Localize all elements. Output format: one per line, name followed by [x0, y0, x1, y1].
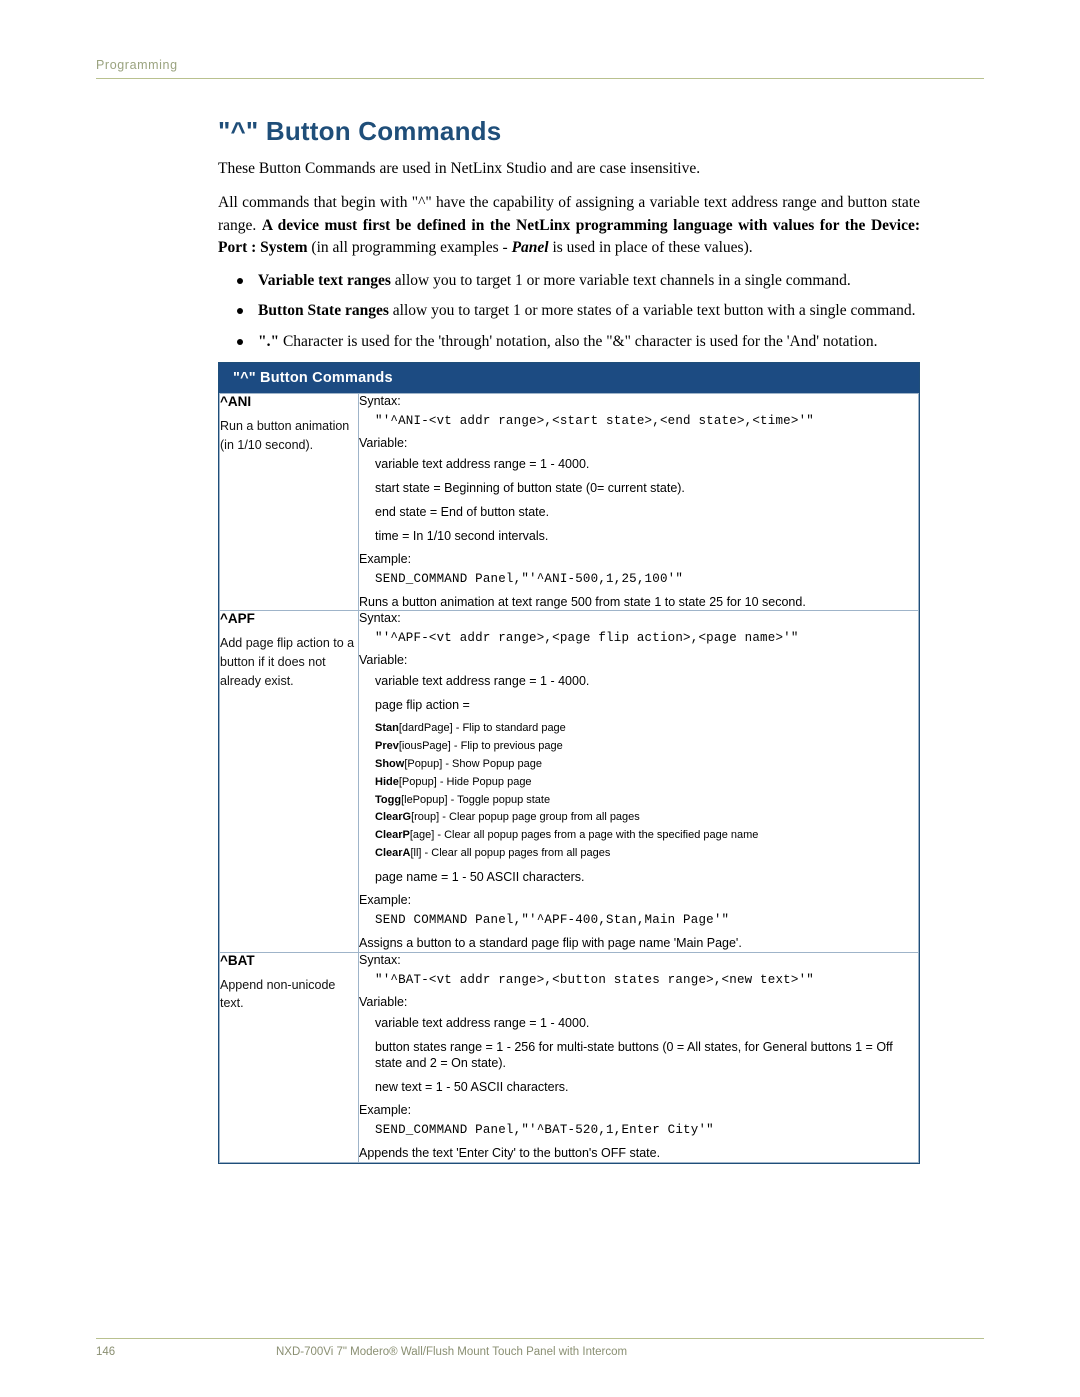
variable-line: variable text address range = 1 - 4000.	[375, 674, 590, 689]
intro-p2-tail1: (in all programming examples -	[311, 239, 512, 257]
table-caption: "^" Button Commands	[219, 363, 919, 393]
intro-bullet-list	[218, 270, 920, 353]
page-flip-option: Prev[iousPage] - Flip to previous page	[375, 739, 563, 752]
variable-line: variable text address range = 1 - 4000.	[375, 1015, 590, 1030]
command-description: Run a button animation (in 1/10 second).	[220, 419, 350, 452]
command-name: ^APF	[220, 611, 255, 627]
variable-label: Variable:	[359, 653, 408, 668]
header-divider	[96, 78, 984, 79]
page-flip-option: ClearP[age] - Clear all popup pages from a page with the specified page name	[375, 829, 759, 842]
command-description: Add page flip action to a button if it does not already exist.	[220, 636, 355, 688]
header-section-label: Programming	[96, 58, 178, 72]
page-flip-option: ClearA[ll] - Clear all popup pages from all pages	[375, 847, 611, 860]
bullet-3-text: Character is used for the 'through' notation, also the "&" character is used for the 'And' notation.	[279, 332, 878, 350]
example-code: SEND COMMAND Panel,"'^APF-400,Stan,Main Page'"	[375, 912, 730, 927]
syntax-label: Syntax:	[359, 611, 401, 626]
intro-p2-plain: All commands that begin with "^" have the capability of assigning a variable text address range and button state range.	[218, 194, 920, 234]
command-name: ^ANI	[220, 394, 252, 409]
syntax-label: Syntax:	[359, 952, 401, 967]
example-label: Example:	[359, 892, 412, 907]
bullet-3-bold: "."	[258, 332, 280, 350]
intro-paragraph-2	[218, 192, 920, 259]
variable-line: time = In 1/10 second intervals.	[375, 528, 549, 543]
table-row	[220, 952, 919, 1162]
intro-paragraph-1: These Button Commands are used in NetLinx Studio and are case insensitive.	[218, 160, 701, 177]
table-row	[220, 394, 919, 611]
page-flip-option: Stan[dardPage] - Flip to standard page	[375, 722, 566, 735]
command-name-cell-apf	[220, 611, 359, 952]
intro-content	[218, 158, 920, 361]
bullet-1-text: allow you to target 1 or more variable text channels in a single command.	[390, 271, 851, 289]
command-description: Append non-unicode text.	[220, 977, 336, 1011]
command-name-cell-bat	[220, 952, 359, 1162]
intro-p2-bold: A device must first be defined in the NetLinx programming language with values for the Device: Port : System	[218, 216, 920, 257]
list-item	[218, 300, 920, 322]
command-detail-cell-apf	[359, 611, 919, 952]
command-detail-cell-ani	[359, 394, 919, 611]
command-name-cell-ani	[220, 394, 359, 611]
variable-line: new text = 1 - 50 ASCII characters.	[375, 1080, 569, 1095]
footer-document-title: NXD-700Vi 7" Modero® Wall/Flush Mount Touch Panel with Intercom	[276, 1346, 628, 1358]
bullet-2-text: allow you to target 1 or more states of a variable text button with a single command.	[388, 302, 916, 320]
syntax-label: Syntax:	[359, 394, 401, 408]
example-code: SEND_COMMAND Panel,"'^BAT-520,1,Enter City'"	[375, 1123, 714, 1138]
variable-line: button states range = 1 - 256 for multi-state buttons (0 = All states, for General buttons 1 = Off state and 2 = On state).	[375, 1039, 893, 1071]
button-commands-table	[218, 362, 920, 1164]
variable-label: Variable:	[359, 436, 408, 450]
list-item	[218, 270, 920, 292]
command-detail-cell-bat	[359, 952, 919, 1162]
result-text: Assigns a button to a standard page flip with page name 'Main Page'.	[359, 935, 742, 950]
intro-p2-tail2: is used in place of these values).	[548, 239, 753, 257]
page-flip-option: Hide[Popup] - Hide Popup page	[375, 775, 532, 788]
variable-line: start state = Beginning of button state (0= current state).	[375, 480, 685, 495]
page-flip-option: Togg[lePopup] - Toggle popup state	[375, 793, 551, 806]
page-number: 146	[96, 1346, 116, 1358]
variable-line: page name = 1 - 50 ASCII characters.	[375, 869, 585, 884]
footer-divider	[96, 1338, 984, 1339]
result-text: Appends the text 'Enter City' to the button's OFF state.	[359, 1146, 661, 1161]
bullet-2-bold: Button State ranges	[258, 302, 389, 320]
variable-line: page flip action =	[375, 698, 470, 713]
syntax-code: "'^BAT-<vt addr range>,<button states range>,<new text>'"	[375, 972, 814, 987]
page-flip-option: ClearG[roup] - Clear popup page group from all pages	[375, 811, 640, 824]
result-text: Runs a button animation at text range 500 from state 1 to state 25 for 10 second.	[359, 594, 806, 609]
intro-p2-italic: Panel	[511, 239, 549, 257]
variable-label: Variable:	[359, 994, 408, 1009]
bullet-1-bold: Variable text ranges	[258, 271, 391, 289]
example-label: Example:	[359, 551, 412, 566]
example-label: Example:	[359, 1103, 412, 1118]
variable-line: end state = End of button state.	[375, 504, 550, 519]
syntax-code: "'^ANI-<vt addr range>,<start state>,<end state>,<time>'"	[375, 414, 814, 428]
table-row	[220, 611, 919, 952]
page-flip-option: Show[Popup] - Show Popup page	[375, 757, 542, 770]
page-title: "^" Button Commands	[218, 116, 502, 146]
variable-line: variable text address range = 1 - 4000.	[375, 457, 590, 471]
command-name: ^BAT	[220, 952, 255, 968]
page-header	[96, 58, 984, 79]
syntax-code: "'^APF-<vt addr range>,<page flip action>,<page name>'"	[375, 631, 799, 646]
example-code: SEND_COMMAND Panel,"'^ANI-500,1,25,100'"	[375, 571, 684, 586]
list-item	[218, 331, 920, 353]
